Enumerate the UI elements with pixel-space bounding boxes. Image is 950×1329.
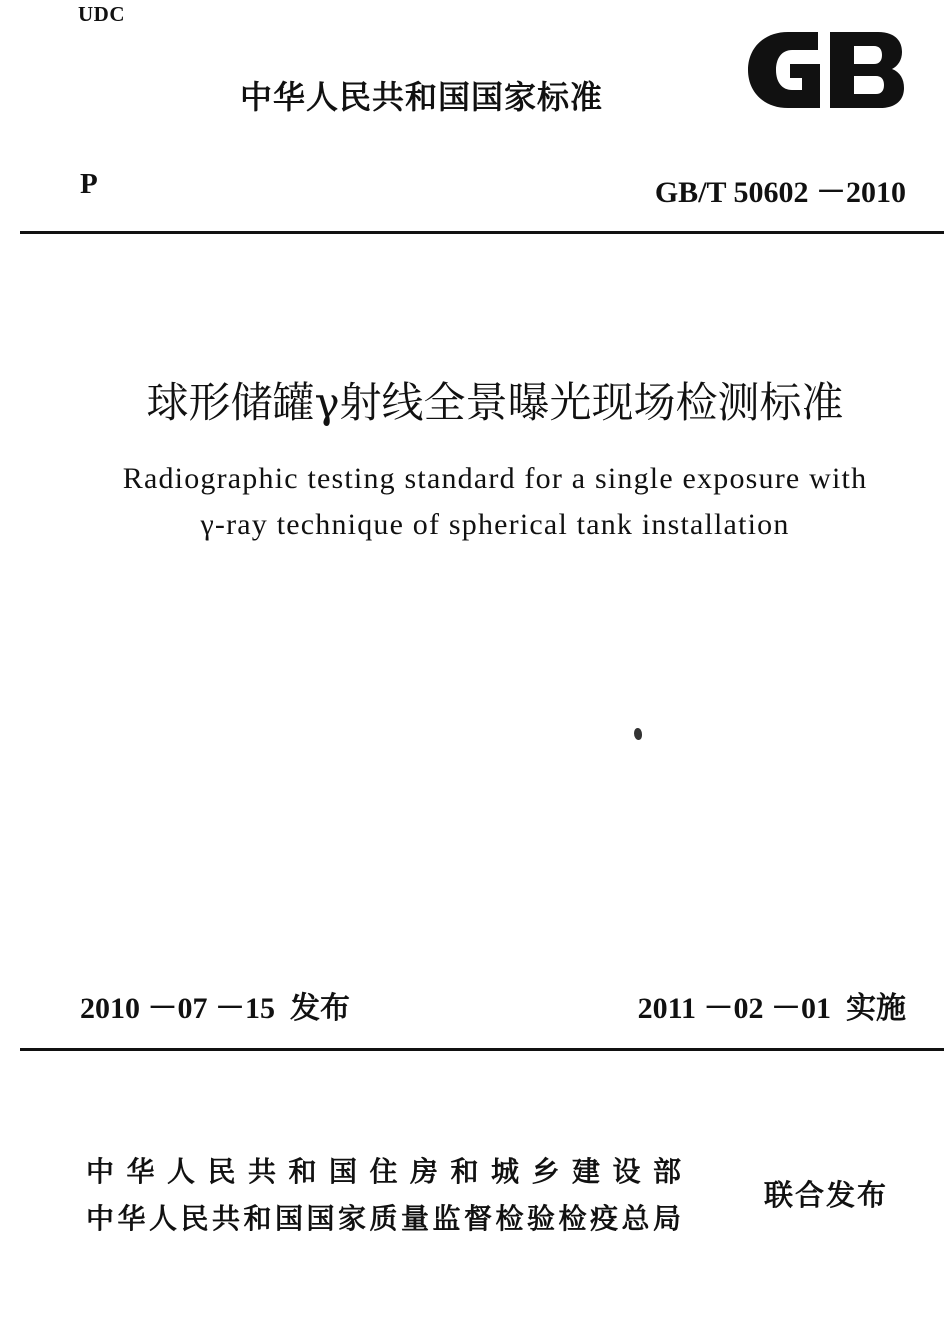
title-english-line-1: Radiographic testing standard for a single exposure with (122, 462, 868, 495)
udc-label: UDC (78, 2, 125, 26)
issuer-ministry: 中华人民共和国住房和城乡建设部 (86, 1155, 694, 1188)
standard-number: GB/T 50602 －2010 (654, 176, 906, 209)
bottom-divider (20, 1048, 944, 1051)
top-divider (20, 231, 944, 234)
implementation-date: 2011 －02 －01 实施 (637, 992, 906, 1025)
standard-type-heading: 中华人民共和国国家标准 (240, 78, 604, 116)
joint-issue-label: 联合发布 (764, 1178, 889, 1212)
title-english (0, 456, 950, 548)
classification-code: P (80, 168, 98, 200)
issue-date: 2010 －07 －15 发布 (80, 992, 350, 1025)
title-english-line-2: γ-ray technique of spherical tank installation (200, 508, 790, 541)
gb-logo (740, 26, 908, 114)
title-chinese: 球形储罐γ射线全景曝光现场检测标准 (146, 378, 844, 427)
issuer-aqsiq: 中华人民共和国国家质量监督检验检疫总局 (86, 1202, 685, 1235)
scan-speck (634, 728, 642, 740)
